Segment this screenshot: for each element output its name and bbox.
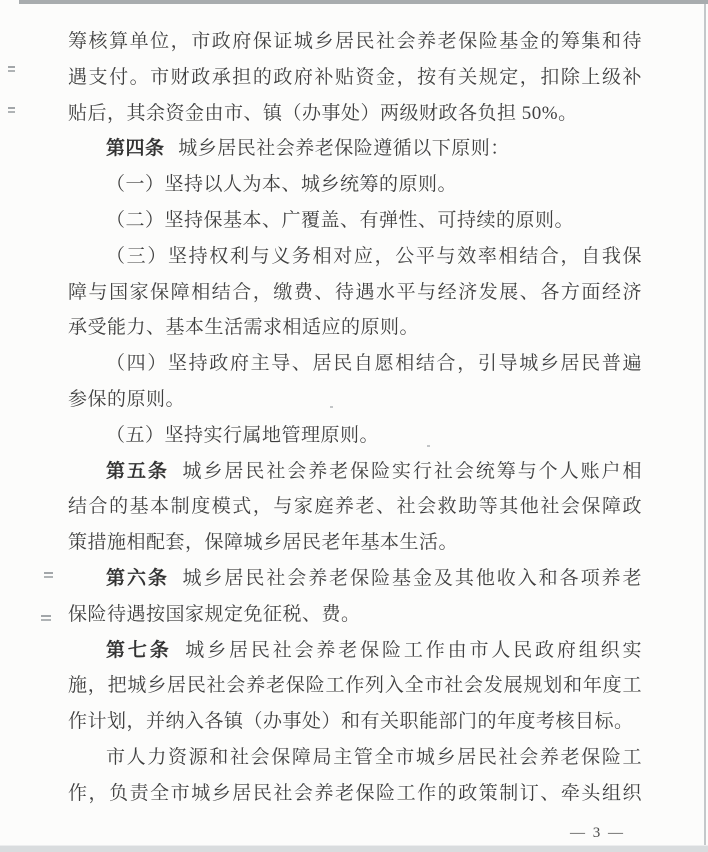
text-line <box>68 131 642 167</box>
scan-artifact-mark <box>44 572 53 574</box>
text-line <box>68 275 642 311</box>
text-line-content: 市人力资源和社会保障局主管全市城乡居民社会养老保险工 <box>106 746 642 768</box>
text-line-content: 作计划，并纳入各镇（办事处）和有关职能部门的年度考核目标。 <box>68 711 634 733</box>
text-line-content: （三）坚持权利与义务相对应，公平与效率相结合，自我保 <box>106 245 642 267</box>
text-line-content: 策措施相配套，保障城乡居民老年基本生活。 <box>68 532 459 554</box>
text-line <box>68 346 642 382</box>
text-line-content: 承受能力、基本生活需求相适应的原则。 <box>68 317 420 339</box>
text-line <box>68 167 642 203</box>
text-line <box>68 525 642 561</box>
article-heading: 第七条 <box>106 639 172 661</box>
scan-artifact-mark <box>8 107 15 109</box>
text-line <box>68 776 642 812</box>
text-line-content: 城乡居民社会养老保险遵循以下原则： <box>178 138 510 160</box>
text-line-content: 城乡居民社会养老保险实行社会统筹与个人账户相 <box>182 460 642 482</box>
text-line-content: （二）坚持保基本、广覆盖、有弹性、可持续的原则。 <box>106 209 575 231</box>
text-line-content: 作，负责全市城乡居民社会养老保险工作的政策制订、牵头组织 <box>68 782 642 804</box>
text-line-content: 参保的原则。 <box>68 388 186 410</box>
text-line-content: 遇支付。市财政承担的政府补贴资金，按有关规定，扣除上级补 <box>68 66 642 88</box>
scan-artifact-mark <box>41 615 51 617</box>
text-line <box>68 740 642 776</box>
text-line <box>68 418 642 454</box>
text-line-content: （五）坚持实行属地管理原则。 <box>106 424 380 446</box>
text-line-content: 贴后，其余资金由市、镇（办事处）两级财政各负担 50%。 <box>68 102 578 124</box>
text-line <box>68 454 642 490</box>
page-number: — 3 — <box>570 825 625 841</box>
text-line <box>68 668 642 704</box>
text-line-content: 施，把城乡居民社会养老保险工作列入全市社会发展规划和年度工 <box>68 675 642 697</box>
text-line-content: 筹核算单位，市政府保证城乡居民社会养老保险基金的筹集和待 <box>68 31 642 52</box>
text-line-content: （四）坚持政府主导、居民自愿相结合，引导城乡居民普遍 <box>106 353 642 375</box>
text-line <box>68 489 642 525</box>
text-line <box>68 96 642 132</box>
text-line-content: 障与国家保障相结合，缴费、待遇水平与经济发展、各方面经济 <box>68 281 642 303</box>
article-heading: 第四条 <box>106 138 165 160</box>
text-line-content: 城乡居民社会养老保险工作由市人民政府组织实 <box>185 639 642 661</box>
text-line <box>68 704 642 740</box>
text-line-content: （一）坚持以人为本、城乡统筹的原则。 <box>106 174 458 196</box>
text-line <box>68 561 642 597</box>
scan-edge-right <box>704 4 706 845</box>
text-line <box>68 239 642 275</box>
text-line-content: 保险待遇按国家规定免征税、费。 <box>68 603 361 625</box>
text-line <box>68 597 642 633</box>
text-line-content: 城乡居民社会养老保险基金及其他收入和各项养老 <box>182 567 642 589</box>
article-heading: 第六条 <box>106 567 169 589</box>
text-line <box>68 24 642 60</box>
text-line <box>68 310 642 346</box>
scan-artifact-mark <box>8 66 15 68</box>
text-line <box>68 382 642 418</box>
document-text <box>68 24 642 812</box>
text-line <box>68 633 642 669</box>
scan-edge-top <box>19 0 708 4</box>
text-line-content: 结合的基本制度模式，与家庭养老、社会救助等其他社会保障政 <box>68 496 642 518</box>
article-heading: 第五条 <box>106 460 169 482</box>
text-line <box>68 60 642 96</box>
text-line <box>68 203 642 239</box>
